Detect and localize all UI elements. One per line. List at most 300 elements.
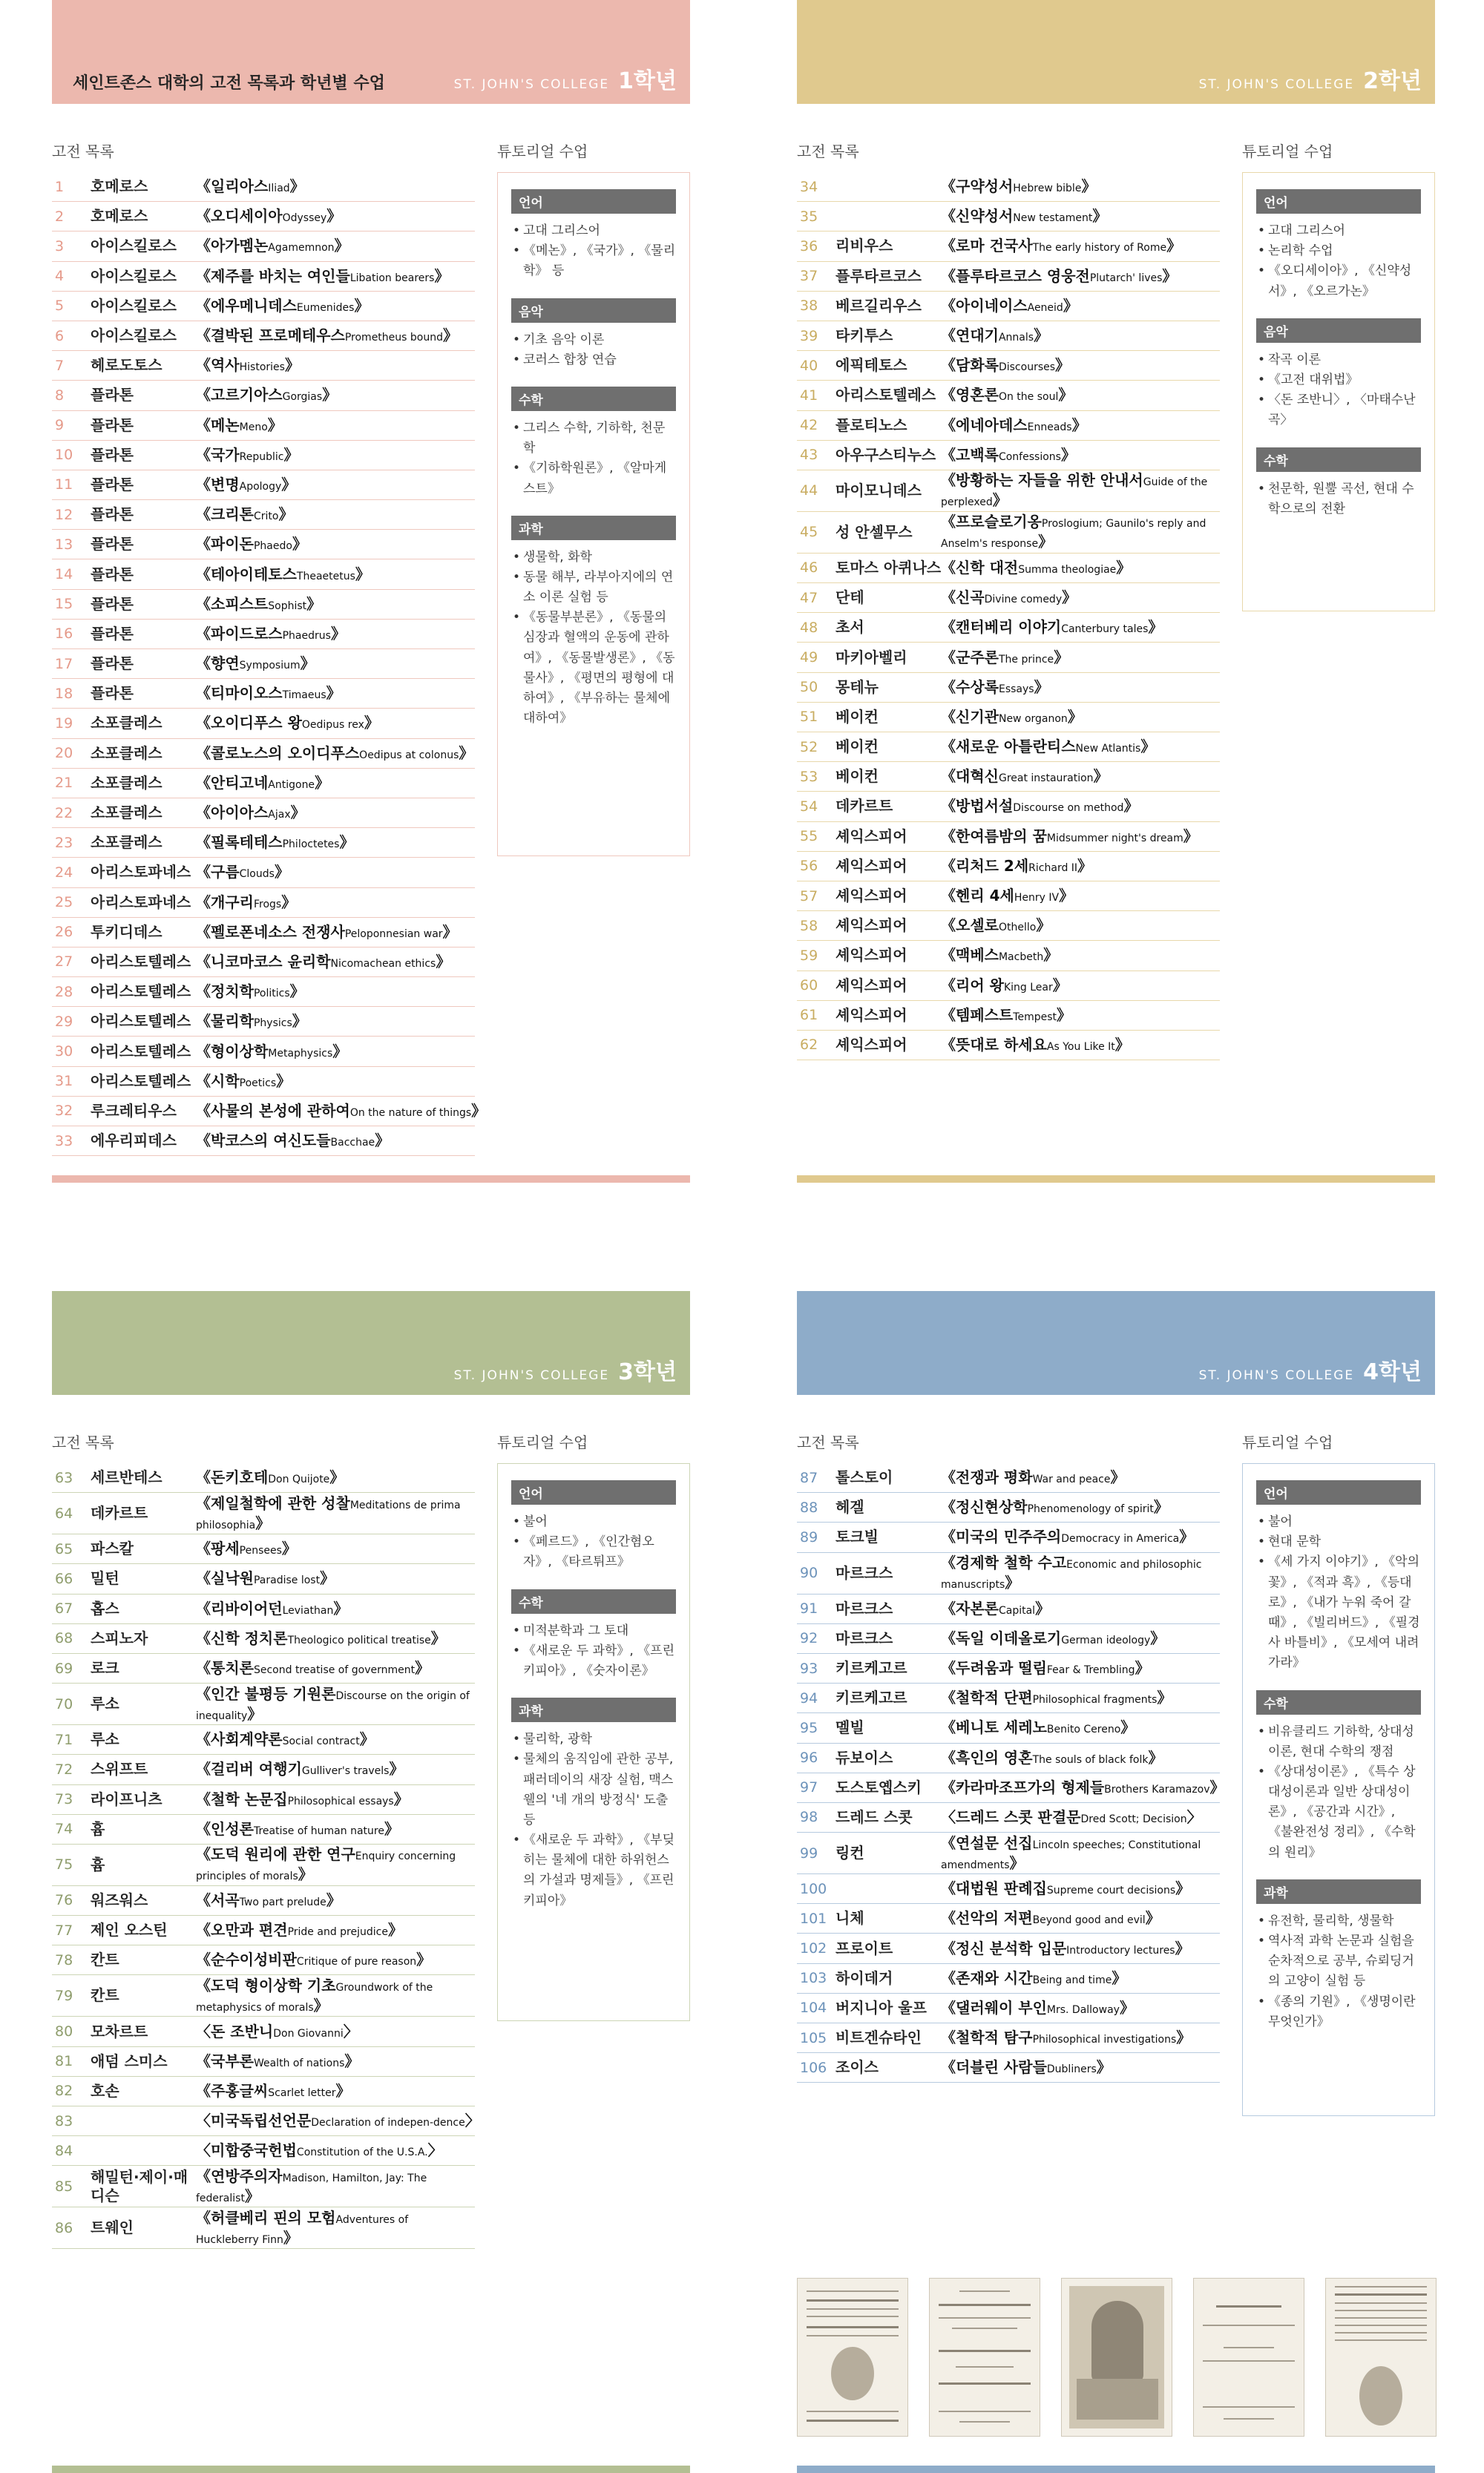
table-row (52, 1785, 475, 1815)
row-author: 스위프트 (91, 1760, 148, 1779)
work-title-korean: 《박코스의 여신도들 (196, 1132, 331, 1150)
row-number: 104 (800, 2000, 827, 2017)
tutorial-item: • 《페르드》, 《인간혐오자》, 《타르튀프》 (511, 1532, 676, 1572)
row-number: 82 (55, 2083, 73, 2100)
work-title-close-bracket: 》 (1166, 237, 1182, 255)
work-title-close-bracket: 》 (313, 1996, 329, 2014)
reading-list-label: 고전 목록 (52, 1433, 114, 1451)
row-author: 트웨인 (91, 2219, 134, 2237)
table-row (52, 172, 475, 202)
work-title-korean: 《아이아스 (196, 804, 269, 822)
work-title-korean: 《플루타르코스 영웅전 (941, 266, 1090, 285)
row-author: 버지니아 울프 (835, 1998, 927, 2017)
tutorial-item-list (1256, 350, 1421, 431)
table-row (52, 709, 475, 738)
work-title-korean: 《댈러웨이 부인 (941, 1998, 1047, 2017)
table-row (797, 1523, 1220, 1552)
row-work-title (941, 2057, 1220, 2078)
system-der-wissenschaft-cover (929, 2278, 1040, 2437)
table-row (52, 1755, 475, 1784)
work-title-close-bracket: 》 (389, 1760, 404, 1779)
row-author: 셰익스피어 (835, 827, 907, 845)
table-row (52, 620, 475, 649)
row-number: 54 (800, 798, 818, 815)
row-number: 97 (800, 1779, 818, 1796)
row-work-title (941, 1748, 1220, 1768)
work-title-close-bracket: 》 (292, 1012, 307, 1031)
college-name: ST. JOHN'S COLLEGE (1198, 1368, 1355, 1383)
work-title-korean: 《로마 건국사 (941, 237, 1033, 255)
work-title-korean: 《미국의 민주주의 (941, 1528, 1062, 1546)
work-title-original: Frogs (253, 898, 282, 910)
work-title-korean: 《철학적 탐구 (941, 2029, 1033, 2047)
row-number: 20 (55, 745, 73, 762)
work-title-original: Leviathan (282, 1604, 334, 1617)
work-title-original: On the soul (998, 391, 1059, 404)
tutorial-box (1242, 1463, 1435, 2116)
row-work-title (941, 588, 1220, 608)
row-work-title (196, 803, 475, 823)
row-work-title (196, 385, 475, 405)
row-author: 베르길리우스 (835, 296, 922, 315)
work-title-close-bracket: 》 (1153, 1498, 1169, 1517)
row-author: 하이데거 (835, 1968, 893, 1987)
table-row (797, 941, 1220, 971)
row-author: 아리스토텔레스 (91, 1012, 191, 1031)
table-row (52, 1725, 475, 1755)
work-title-original: Beyond good and evil (1032, 1914, 1146, 1927)
work-title-close-bracket: 》 (442, 326, 458, 345)
das-kapital-cover (1193, 2278, 1304, 2437)
work-title-original: King Lear (1003, 981, 1053, 994)
row-author: 소포클레스 (91, 714, 162, 732)
table-row (797, 231, 1220, 261)
table-row (797, 1713, 1220, 1743)
work-title-close-bracket: 》 (322, 386, 338, 404)
row-number: 100 (800, 1880, 827, 1897)
row-number: 36 (800, 237, 818, 254)
tutorial-category-label: 과학 (1256, 1879, 1421, 1904)
work-title-original: Phaedo (253, 540, 292, 553)
row-number: 33 (55, 1132, 73, 1149)
row-author: 아리스토텔레스 (835, 386, 936, 404)
work-title-original: Othello (998, 922, 1037, 934)
college-name: ST. JOHN'S COLLEGE (453, 77, 610, 92)
work-title-korean: 《대혁신 (941, 767, 999, 786)
row-number: 30 (55, 1043, 73, 1060)
row-number: 102 (800, 1940, 827, 1957)
work-title-close-bracket: 》 (1092, 207, 1108, 226)
row-work-title (941, 236, 1220, 256)
work-title-korean: 《돈키호테 (196, 1468, 269, 1487)
row-work-title (196, 594, 475, 614)
row-author: 플라톤 (91, 684, 134, 703)
row-work-title (941, 326, 1220, 346)
row-number: 65 (55, 1540, 73, 1557)
work-title-close-bracket: 》 (283, 445, 299, 464)
row-number: 34 (800, 178, 818, 195)
grade-3-bottom-bar (52, 2466, 690, 2473)
row-number: 83 (55, 2112, 73, 2129)
row-number: 88 (800, 1499, 818, 1516)
tutorial-item: • 불어 (1256, 1512, 1421, 1532)
table-row (797, 1833, 1220, 1874)
work-title-original: Oedipus at colonus (359, 749, 459, 761)
work-title-close-bracket: 》 (1055, 356, 1071, 375)
row-work-title (941, 1497, 1220, 1517)
work-title-original: Phenomenology of spirit (1027, 1503, 1154, 1516)
row-author: 베이컨 (835, 738, 879, 756)
row-work-title (196, 1730, 475, 1750)
row-author: 아리스토텔레스 (91, 1071, 191, 1090)
reading-list (52, 1463, 480, 2249)
row-author: 듀보이스 (835, 1748, 893, 1767)
table-row (52, 500, 475, 530)
work-title-close-bracket: 》 (1175, 1879, 1191, 1898)
work-title-close-bracket: 》 (278, 505, 294, 524)
row-author: 스피노자 (91, 1629, 148, 1647)
tutorial-item: • 동물 해부, 라부아지에의 연소 이론 실험 등 (511, 568, 676, 608)
table-row (52, 2047, 475, 2077)
work-title-close-bracket: 》 (364, 714, 379, 732)
tutorial-item: • 《세 가지 이야기》, 《악의 꽃》, 《적과 흑》, 《등대로》, 《내가 누워 죽어 갈 때》, 《빌리버드》, 《필경사 바틀비》, 《모세여 내려가라》 (1256, 1552, 1421, 1673)
work-title-close-bracket: 》 (459, 743, 474, 762)
row-work-title (196, 326, 475, 346)
row-author: 호메로스 (91, 207, 148, 226)
work-title-original: Capital (998, 1604, 1036, 1617)
tutorial-item: • 고대 그리스어 (511, 221, 676, 241)
row-work-title (941, 1629, 1220, 1649)
row-number: 57 (800, 887, 818, 904)
work-title-original: Social contract (282, 1735, 360, 1748)
row-author: 아리스토텔레스 (91, 952, 191, 971)
row-number: 12 (55, 506, 73, 523)
work-title-close-bracket: 》 (1071, 416, 1087, 434)
work-title-original: Republic (239, 450, 284, 463)
row-author: 비트겐슈타인 (835, 2029, 922, 2047)
work-title-close-bracket: 》 (335, 2081, 351, 2100)
table-row (52, 559, 475, 589)
work-title-close-bracket: 》 (1176, 2029, 1192, 2047)
work-title-korean: 《뜻대로 하세요 (941, 1035, 1047, 1054)
work-title-korean: 《안티고네 (196, 773, 269, 792)
table-row (52, 441, 475, 470)
work-title-close-bracket: 》 (1148, 1748, 1163, 1767)
work-title-original: Groundwork of the metaphysics of morals (196, 1981, 433, 2014)
work-title-original: Physics (253, 1017, 292, 1030)
work-title-original: Aeneid (1027, 301, 1063, 314)
table-row (797, 881, 1220, 911)
row-number: 41 (800, 387, 818, 404)
work-title-original: Antigone (268, 778, 315, 791)
row-number: 22 (55, 804, 73, 821)
row-author: 몽테뉴 (835, 677, 879, 696)
row-author: 초서 (835, 618, 864, 637)
table-row (52, 918, 475, 948)
row-number: 78 (55, 1951, 73, 1968)
row-number: 1 (55, 178, 65, 195)
tutorial-item: • 유전학, 물리학, 생물학 (1256, 1911, 1421, 1931)
work-title-close-bracket: 》 (355, 565, 370, 583)
tutorial-box (1242, 172, 1435, 611)
row-author: 마키아벨리 (835, 648, 907, 666)
work-title-korean: 《실낙원 (196, 1569, 254, 1588)
row-number: 87 (800, 1469, 818, 1486)
row-number: 58 (800, 917, 818, 934)
work-title-close-bracket: 》 (1179, 1528, 1195, 1546)
row-number: 7 (55, 357, 65, 374)
grade-2-college-heading (1199, 62, 1422, 95)
row-work-title (941, 512, 1220, 552)
work-title-close-bracket: 》 (1054, 648, 1069, 666)
row-number: 4 (55, 268, 65, 285)
row-work-title (196, 683, 475, 703)
work-title-korean: 《순수이성비판 (196, 1951, 297, 1969)
row-number: 55 (800, 828, 818, 845)
tutorial-item-list (1256, 1911, 1421, 2032)
table-row (797, 2023, 1220, 2053)
work-title-original: Midsummer night's dream (1046, 832, 1183, 844)
tutorial-item: • 〈돈 조반니〉, 〈마태수난곡〉 (1256, 390, 1421, 430)
work-title-korean: 《시학 (196, 1071, 240, 1090)
row-author: 투키디데스 (91, 922, 162, 941)
table-row (52, 1845, 475, 1886)
work-title-original: Supreme court decisions (1046, 1885, 1176, 1897)
row-number: 49 (800, 649, 818, 666)
work-title-original: Discourse on the origin of inequality (196, 1689, 470, 1722)
row-author: 타키투스 (835, 326, 893, 345)
row-author: 밀턴 (91, 1569, 119, 1588)
table-row (797, 1684, 1220, 1713)
reading-list (52, 172, 487, 1156)
row-work-title (196, 982, 475, 1002)
table-row (52, 2166, 475, 2207)
grade-label: 4학년 (1363, 1359, 1422, 1385)
work-title-korean: 《국가 (196, 445, 240, 464)
work-title-korean: 《고백록 (941, 445, 999, 464)
grade-2-header (797, 0, 1435, 104)
row-number: 53 (800, 768, 818, 785)
row-number: 28 (55, 983, 73, 1000)
work-title-close-bracket: 》 (267, 416, 283, 434)
tutorial-label: 튜토리얼 수업 (1242, 142, 1333, 160)
work-title-original: Brothers Karamazov (1104, 1783, 1210, 1796)
tutorial-category-label: 언어 (511, 1480, 676, 1505)
work-title-original: New testament (1013, 212, 1093, 225)
table-row (797, 971, 1220, 1001)
table-row (797, 1994, 1220, 2023)
row-number: 93 (800, 1660, 818, 1677)
work-title-original: Libation bearers (349, 272, 435, 284)
row-author: 조이스 (835, 2058, 879, 2077)
row-work-title (196, 743, 475, 763)
work-title-close-bracket: 》 (1034, 326, 1049, 345)
work-title-korean: 《파이돈 (196, 535, 254, 554)
row-work-title (196, 2081, 475, 2101)
college-name: ST. JOHN'S COLLEGE (1198, 77, 1355, 92)
work-title-close-bracket: 》 (992, 491, 1008, 510)
row-work-title (196, 177, 475, 197)
work-title-close-bracket: 》 (1005, 1574, 1020, 1592)
work-title-close-bracket: 》 (1114, 1035, 1130, 1054)
work-title-korean: 〈미국독립선언문 (196, 2112, 312, 2130)
row-number: 91 (800, 1600, 818, 1618)
row-work-title (196, 1599, 475, 1619)
work-title-korean: 《구약성서 (941, 177, 1014, 196)
work-title-original: Essays (998, 683, 1034, 695)
work-title-korean: 《맥베스 (941, 946, 999, 965)
row-author: 아이스킬로스 (91, 296, 177, 315)
work-title-original: Meditations de prima philosophia (196, 1499, 461, 1531)
row-number: 70 (55, 1695, 73, 1712)
row-number: 56 (800, 858, 818, 875)
work-title-original: As You Like It (1046, 1040, 1115, 1053)
row-number: 60 (800, 977, 818, 994)
table-row (52, 231, 475, 261)
work-title-korean: 《철학적 단편 (941, 1689, 1033, 1707)
table-row (52, 1126, 475, 1156)
row-author: 데카르트 (91, 1504, 148, 1523)
row-work-title (941, 617, 1220, 637)
work-title-close-bracket: 〉 (1186, 1807, 1202, 1826)
reading-list (797, 172, 1220, 1060)
work-title-korean: 《도덕 원리에 관한 연구 (196, 1845, 355, 1864)
grade-3-college-heading (454, 1353, 677, 1386)
table-row (52, 2136, 475, 2166)
work-title-original: Madison, Hamilton, Jay: The federalist (196, 2172, 427, 2204)
table-row (797, 852, 1220, 881)
row-work-title (196, 1790, 475, 1810)
work-title-close-bracket: 》 (1077, 856, 1093, 875)
row-author: 니체 (835, 1909, 864, 1928)
tutorial-label: 튜토리얼 수업 (1242, 1433, 1333, 1451)
row-work-title (196, 355, 475, 375)
work-title-original: Canterbury tales (1061, 623, 1149, 636)
work-title-close-bracket: 》 (344, 2052, 360, 2070)
tutorial-item: • 고대 그리스어 (1256, 221, 1421, 241)
row-number: 3 (55, 237, 65, 254)
work-title-original: Crito (253, 510, 279, 523)
row-work-title (196, 2167, 475, 2207)
work-title-close-bracket: 》 (333, 1599, 349, 1618)
work-title-close-bracket: 》 (1140, 738, 1156, 756)
row-author: 플루타르코스 (835, 266, 922, 285)
tutorial-category-label: 음악 (1256, 318, 1421, 343)
table-row (797, 1934, 1220, 1963)
work-title-close-bracket: 》 (300, 654, 315, 673)
work-title-original: Eumenides (296, 301, 355, 314)
work-title-original: On the nature of things (349, 1106, 472, 1119)
row-number: 17 (55, 655, 73, 672)
tutorial-item-list (1256, 1722, 1421, 1863)
college-name: ST. JOHN'S COLLEGE (453, 1368, 610, 1383)
row-author: 파스칼 (91, 1540, 134, 1558)
work-title-korean: 《두려움과 떨림 (941, 1659, 1047, 1678)
table-row (52, 202, 475, 231)
work-title-korean: 《베니토 세레노 (941, 1718, 1047, 1737)
row-number: 32 (55, 1103, 73, 1120)
work-title-close-bracket: 》 (339, 833, 355, 852)
row-author: 멜빌 (835, 1718, 864, 1737)
reading-list (797, 1463, 1225, 2083)
row-work-title (941, 766, 1220, 786)
row-number: 9 (55, 417, 65, 434)
tutorial-item: • 《고전 대위법》 (1256, 370, 1421, 390)
work-title-korean: 《통치론 (196, 1659, 254, 1678)
row-number: 2 (55, 208, 65, 225)
tutorial-item: • 물리학, 광학 (511, 1730, 676, 1750)
row-number: 40 (800, 357, 818, 374)
row-author: 성 안셀무스 (835, 522, 913, 541)
row-work-title (941, 416, 1220, 436)
table-row (52, 828, 475, 858)
work-title-original: Don Quijote (268, 1474, 330, 1486)
table-row (52, 1493, 475, 1534)
book-covers (797, 2278, 1435, 2449)
table-row (52, 2077, 475, 2106)
work-title-korean: 《도덕 형이상학 기초 (196, 1976, 336, 1994)
work-title-close-bracket: 》 (1148, 618, 1163, 637)
table-row (797, 911, 1220, 941)
table-row (52, 769, 475, 798)
work-title-original: Prometheus bound (344, 332, 443, 344)
work-title-korean: 《역사 (196, 356, 240, 375)
work-title-korean: 《오만과 편견 (196, 1921, 288, 1940)
row-number: 26 (55, 924, 73, 941)
table-row (797, 1553, 1220, 1595)
row-work-title (196, 565, 475, 585)
work-title-original: Politics (253, 988, 290, 1000)
table-row (797, 1874, 1220, 1904)
row-work-title (196, 266, 475, 286)
row-work-title (196, 1629, 475, 1649)
tutorial-item-list (511, 548, 676, 729)
tutorial-category-label: 수학 (511, 1589, 676, 1614)
row-author: 드레드 스콧 (835, 1807, 913, 1826)
work-title-korean: 《펠로폰네소스 전쟁사 (196, 922, 345, 941)
row-author: 아리스토텔레스 (91, 1042, 191, 1060)
row-author: 플라톤 (91, 565, 134, 583)
work-title-original: Peloponnesian war (344, 927, 443, 940)
work-title-close-bracket: 》 (1162, 266, 1178, 285)
row-number: 77 (55, 1922, 73, 1939)
work-title-close-bracket: 》 (283, 2228, 298, 2247)
row-number: 89 (800, 1528, 818, 1546)
work-title-korean: 《신기관 (941, 707, 999, 726)
row-number: 86 (55, 2219, 73, 2236)
row-number: 13 (55, 536, 73, 553)
row-author: 아우구스티누스 (835, 445, 936, 464)
work-title-close-bracket: 》 (329, 1468, 345, 1487)
table-row (52, 2106, 480, 2136)
row-work-title (941, 737, 1220, 757)
work-title-original: Theaetetus (296, 570, 355, 582)
row-author: 플라톤 (91, 594, 134, 613)
row-number: 90 (800, 1565, 818, 1582)
row-number: 31 (55, 1073, 73, 1090)
work-title-korean: 《카라마조프가의 형제들 (941, 1778, 1105, 1796)
row-work-title (196, 2022, 475, 2042)
row-work-title (941, 827, 1220, 847)
work-title-close-bracket: 》 (1116, 558, 1132, 577)
work-title-original: Pride and prejudice (287, 1926, 388, 1939)
work-title-close-bracket: 》 (1135, 1659, 1150, 1678)
work-title-korean: 《수상록 (941, 677, 999, 696)
row-author: 로크 (91, 1659, 119, 1678)
work-title-original: Democracy in America (1061, 1533, 1180, 1546)
table-row (52, 1037, 475, 1066)
table-row (52, 948, 475, 977)
